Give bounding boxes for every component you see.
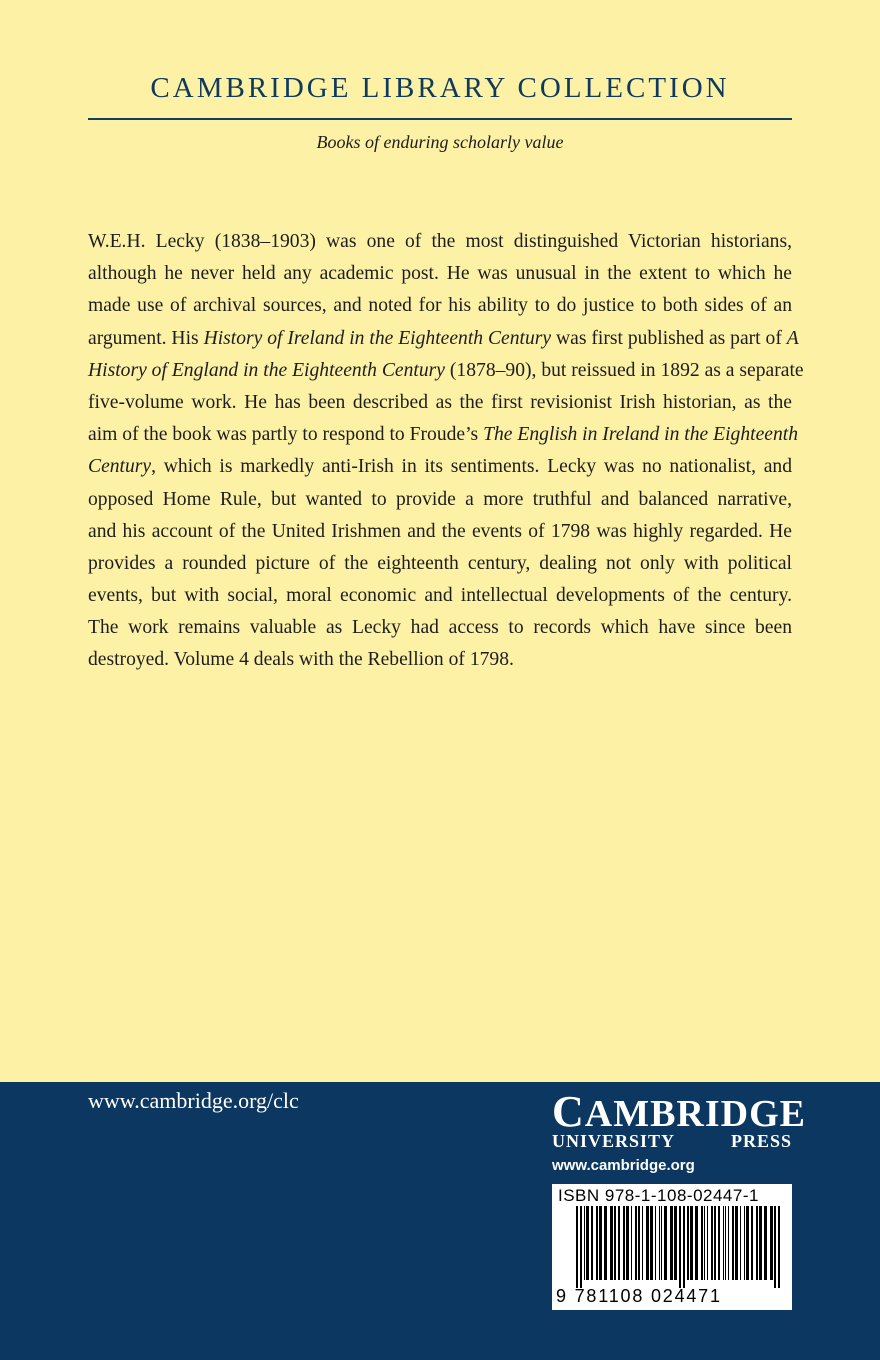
description-text: events, but with social, moral economic and intellectual developments of the century. bbox=[88, 585, 792, 607]
description-text: aim of the book was partly to respond to Froude’s bbox=[88, 424, 484, 446]
series-url[interactable]: www.cambridge.org/clc bbox=[88, 1088, 299, 1113]
isbn-label: ISBN 978-1-108-02447-1 bbox=[558, 1186, 759, 1205]
italic-title-text: A bbox=[786, 327, 799, 349]
italic-title-text: History of England in the Eighteenth Century bbox=[88, 359, 445, 381]
description-text: argument. His bbox=[88, 327, 204, 349]
description-text: although he never held any academic post. He was unusual in the extent to which he bbox=[88, 263, 792, 285]
series-title: CAMBRIDGE LIBRARY COLLECTION bbox=[150, 72, 730, 104]
description-line bbox=[88, 580, 792, 612]
description-text: made use of archival sources, and noted for his ability to do justice to both sides of an bbox=[88, 295, 792, 317]
description-line bbox=[88, 451, 792, 483]
title-rule bbox=[88, 118, 792, 120]
description-line bbox=[88, 355, 804, 387]
description-line bbox=[88, 484, 792, 516]
italic-title-text: The English in Ireland in the Eighteenth bbox=[483, 424, 798, 446]
description-line bbox=[88, 419, 798, 451]
description-text: (1878–90), but reissued in 1892 as a separate bbox=[445, 359, 804, 381]
description-text: opposed Home Rule, but wanted to provide a more truthful and balanced narrative, bbox=[88, 488, 792, 510]
barcode-box bbox=[552, 1184, 792, 1310]
description-text: W.E.H. Lecky (1838–1903) was one of the most distinguished Victorian historians, bbox=[88, 231, 792, 252]
description-text: provides a rounded picture of the eighteenth century, dealing not only with political bbox=[88, 552, 792, 574]
description-line bbox=[88, 516, 792, 548]
description-text: , which is markedly anti-Irish in its sentiments. Lecky was no nationalist, and bbox=[151, 456, 792, 478]
italic-title-text: History of Ireland in the Eighteenth Century bbox=[203, 327, 552, 349]
description-text: five-volume work. He has been described as the first revisionist Irish historian, as the bbox=[88, 391, 792, 413]
description-text: was first published as part of bbox=[551, 327, 787, 349]
italic-title-text: Century bbox=[88, 456, 152, 478]
barcode-digits: 9 781108 024471 bbox=[556, 1286, 722, 1306]
description-line bbox=[88, 612, 792, 644]
publisher-logo: CAMBRIDGE bbox=[552, 1087, 807, 1136]
description-line bbox=[88, 323, 799, 355]
description-text: and his account of the United Irishmen and the events of 1798 was highly regarded. He bbox=[88, 520, 792, 542]
description-line bbox=[88, 258, 792, 290]
book-description bbox=[88, 226, 804, 677]
barcode-bars bbox=[552, 1206, 792, 1288]
publisher-url[interactable]: www.cambridge.org bbox=[552, 1157, 695, 1174]
description-line bbox=[88, 387, 792, 419]
description-text: The work remains valuable as Lecky had access to records which have since been bbox=[88, 617, 792, 639]
description-text: destroyed. Volume 4 deals with the Rebellion of 1798. bbox=[88, 649, 514, 671]
tagline: Books of enduring scholarly value bbox=[316, 132, 564, 152]
description-line bbox=[88, 644, 792, 676]
description-line bbox=[88, 226, 792, 258]
description-line bbox=[88, 290, 792, 322]
publisher-logo-subtitle: UNIVERSITY PRESS bbox=[552, 1131, 792, 1151]
description-line bbox=[88, 548, 792, 580]
